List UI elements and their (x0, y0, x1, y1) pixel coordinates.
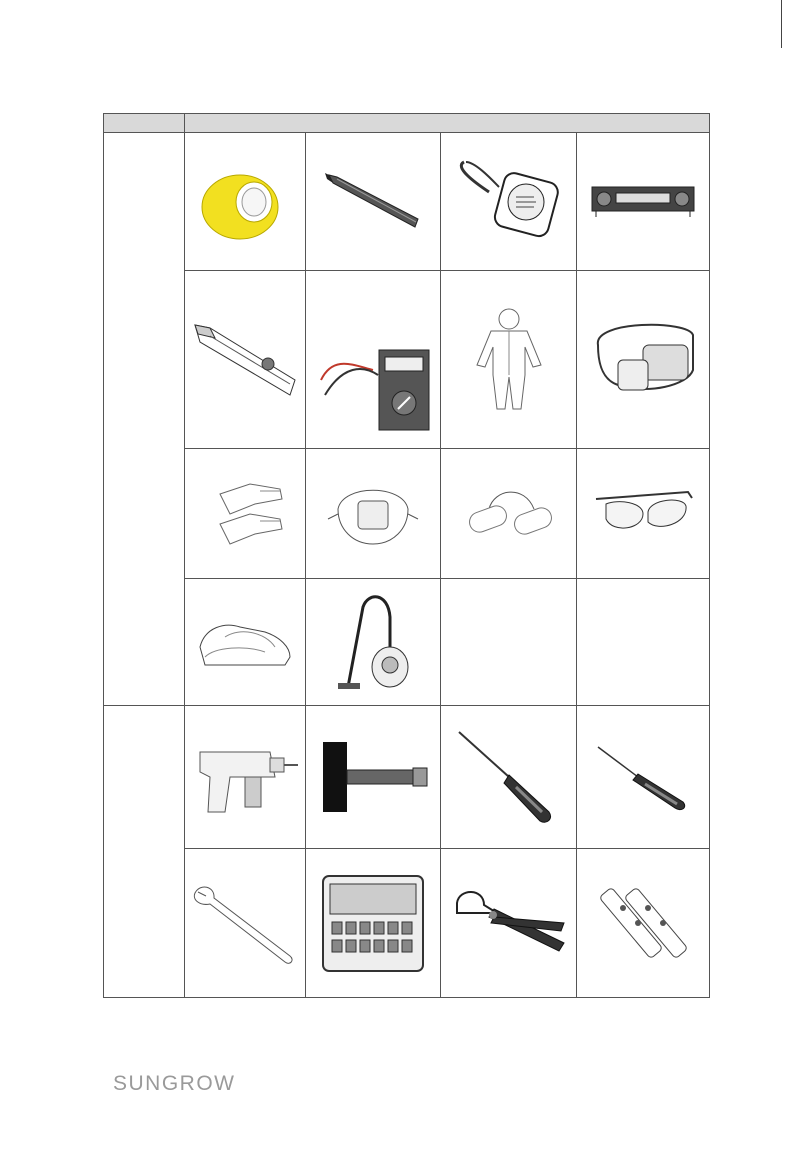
tool-cell-flat-screwdriver (441, 706, 577, 849)
rubber-mallet-icon (313, 732, 433, 822)
category-cell (104, 706, 185, 998)
table-row (104, 271, 710, 449)
multimeter-icon (313, 285, 433, 435)
mc4-spanner-icon (593, 878, 693, 968)
phillips-screwdriver-icon (593, 742, 693, 812)
tool-cell-tape-measure (441, 133, 577, 271)
tool-cell-empty (441, 579, 577, 706)
table-row (104, 849, 710, 998)
tool-cell-dust-mask-goggles (577, 271, 710, 449)
table-row (104, 579, 710, 706)
tool-cell-safety-goggles (577, 449, 710, 579)
spirit-level-icon (588, 177, 698, 227)
tape-measure-icon (454, 157, 564, 247)
safety-shoes-icon (195, 607, 295, 677)
page-margin-mark (0, 0, 794, 48)
tools-table (103, 113, 710, 998)
flat-screwdriver-icon (454, 727, 564, 827)
open-end-wrench-icon (190, 878, 300, 968)
tool-cell-rubber-mallet (306, 706, 441, 849)
table-row (104, 706, 710, 849)
table-row (104, 133, 710, 271)
hammer-drill-icon (190, 732, 300, 822)
tool-cell-multimeter (306, 271, 441, 449)
respirator-icon (323, 479, 423, 549)
category-cell (104, 133, 185, 706)
header-tools (185, 114, 710, 133)
earplugs-icon (454, 479, 564, 549)
marker-pen-icon (323, 167, 423, 237)
socket-set-icon (318, 868, 428, 978)
tool-cell-cable-cutter (441, 849, 577, 998)
tool-cell-utility-knife (185, 271, 306, 449)
tool-cell-protective-gloves (185, 449, 306, 579)
tool-cell-phillips-screwdriver (577, 706, 710, 849)
cable-cutter-icon (449, 883, 569, 963)
logo-text: SUNGROW (113, 1072, 236, 1095)
gloves-icon (200, 469, 290, 559)
tool-cell-insulation-tape (185, 133, 306, 271)
vacuum-cleaner-icon (328, 587, 418, 697)
tool-cell-spirit-level (577, 133, 710, 271)
tool-cell-empty (577, 579, 710, 706)
tool-cell-open-end-wrench (185, 849, 306, 998)
tool-cell-hammer-drill (185, 706, 306, 849)
tool-cell-mc4-spanner (577, 849, 710, 998)
insulation-tape-icon (200, 162, 290, 242)
tool-cell-socket-wrench-set (306, 849, 441, 998)
margin-line (781, 0, 782, 48)
tool-cell-earplugs (441, 449, 577, 579)
tool-cell-protective-suit (441, 271, 577, 449)
table-header-row (104, 114, 710, 133)
tool-cell-vacuum-cleaner (306, 579, 441, 706)
protective-suit-icon (469, 305, 549, 415)
header-category (104, 114, 185, 133)
tool-cell-dust-respirator (306, 449, 441, 579)
table-row (104, 449, 710, 579)
tool-cell-safety-shoes (185, 579, 306, 706)
sungrow-logo (113, 1071, 255, 1095)
safety-goggles-icon (588, 484, 698, 544)
tool-cell-marker-pen (306, 133, 441, 271)
utility-knife-icon (190, 320, 300, 400)
goggles-strap-icon (588, 315, 698, 405)
